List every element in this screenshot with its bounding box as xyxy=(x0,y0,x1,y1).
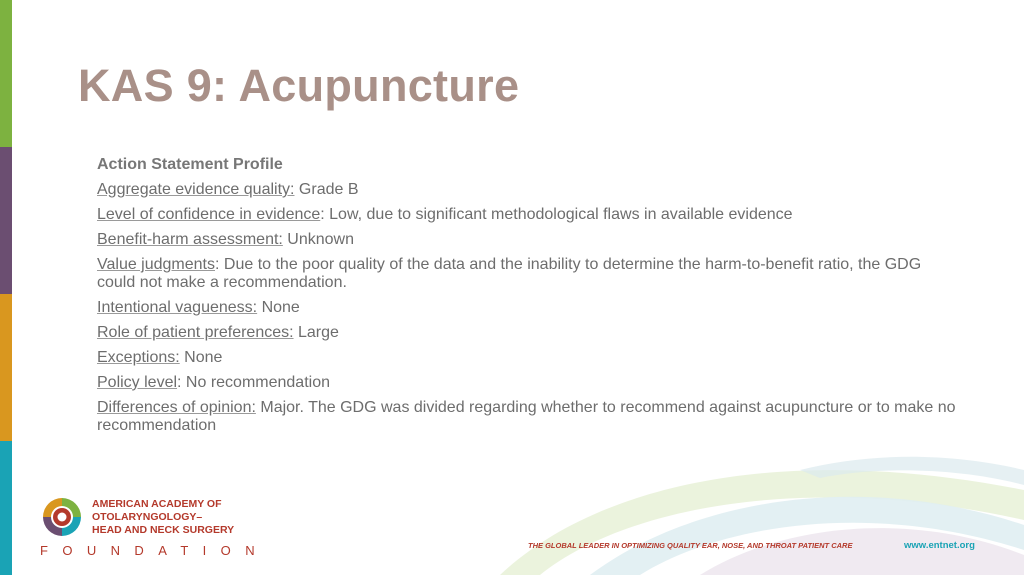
aao-hns-swirl-logo-icon xyxy=(40,495,84,539)
row-label: Benefit-harm assessment: xyxy=(97,231,283,248)
profile-row-policy-level xyxy=(97,374,957,392)
footer-tagline: THE GLOBAL LEADER IN OPTIMIZING QUALITY EAR, NOSE, AND THROAT PATIENT CARE xyxy=(528,541,853,550)
row-label: Role of patient preferences: xyxy=(97,324,294,341)
side-stripe-orange xyxy=(0,294,12,441)
website-link[interactable]: www.entnet.org xyxy=(904,540,975,551)
row-value: : Due to the poor quality of the data and the inability to determine the harm-to-benefit ratio, the GDG could not make a recommendation. xyxy=(97,256,922,291)
row-value: Grade B xyxy=(294,181,359,198)
row-value: : Low, due to significant methodological flaws in available evidence xyxy=(320,206,793,223)
row-label: Policy level xyxy=(97,374,178,391)
side-stripe-green xyxy=(0,0,12,147)
profile-row-value-judgments xyxy=(97,256,957,292)
slide-title: KAS 9: Acupuncture xyxy=(78,60,520,111)
profile-row-benefit-harm xyxy=(97,231,957,249)
profile-heading: Action Statement Profile xyxy=(97,156,283,173)
row-label: Value judgments xyxy=(97,256,215,273)
row-label: Exceptions: xyxy=(97,349,180,366)
profile-row-evidence-quality xyxy=(97,181,957,199)
row-value: Large xyxy=(293,324,339,341)
org-name-line-2: OTOLARYNGOLOGY– xyxy=(92,511,203,523)
profile-row-patient-preferences xyxy=(97,324,957,342)
row-value: : No recommendation xyxy=(177,374,330,391)
side-stripe-teal xyxy=(0,441,12,575)
action-statement-profile xyxy=(97,156,957,442)
org-name-line-1: AMERICAN ACADEMY OF xyxy=(92,498,222,510)
profile-row-exceptions xyxy=(97,349,957,367)
row-label: Differences of opinion: xyxy=(97,399,256,416)
profile-row-intentional-vagueness xyxy=(97,299,957,317)
foundation-wordmark: FOUNDATION xyxy=(40,543,269,558)
profile-row-confidence xyxy=(97,206,957,224)
side-stripe-purple xyxy=(0,147,12,294)
row-label: Intentional vagueness: xyxy=(97,299,258,316)
org-name-line-3: HEAD AND NECK SURGERY xyxy=(92,524,235,536)
row-label: Aggregate evidence quality: xyxy=(97,181,295,198)
decorative-swoosh xyxy=(440,430,1024,575)
row-value: None xyxy=(179,349,223,366)
row-value: Unknown xyxy=(282,231,355,248)
row-value: None xyxy=(257,299,300,316)
row-label: Level of confidence in evidence xyxy=(97,206,321,223)
row-value: Major. The GDG was divided regarding whether to recommend against acupuncture or to make no recommendation xyxy=(97,399,956,434)
organization-name xyxy=(92,498,234,537)
